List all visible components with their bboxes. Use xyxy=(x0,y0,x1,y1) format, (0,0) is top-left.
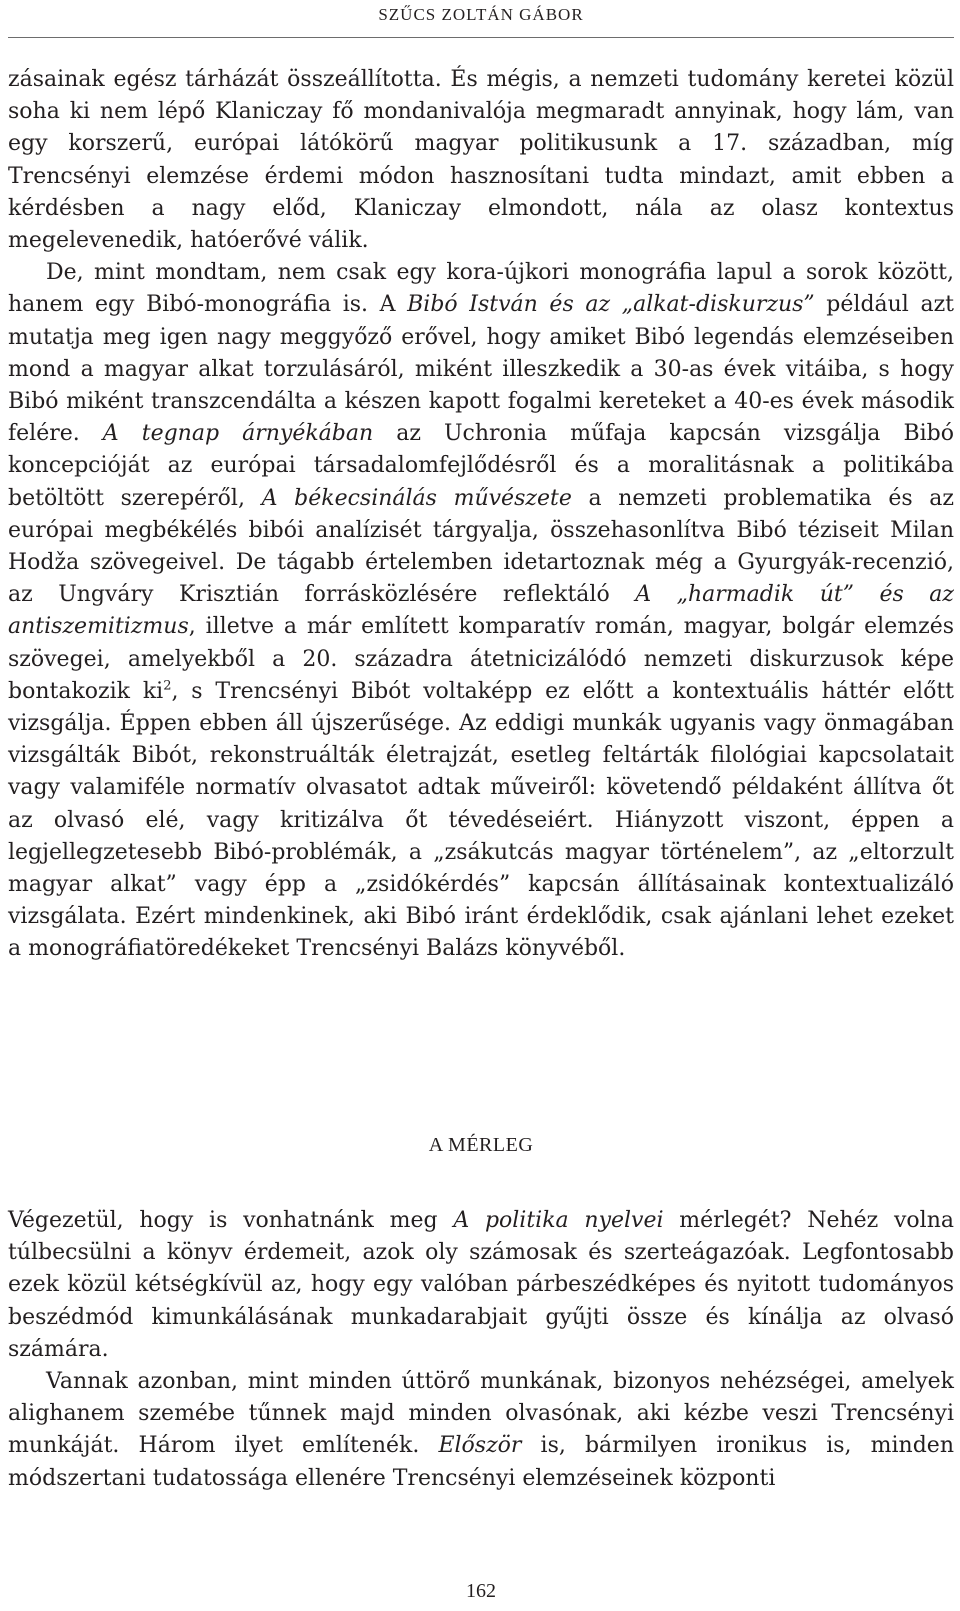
paragraph-3-text-1: Végezetül, hogy is vonhatnánk meg xyxy=(8,1208,454,1233)
paragraph-3-text-2: mérlegét? Nehéz volna túlbecsülni a könyv érdemeit, azok oly számosak és szerteágazóak. Legfontosabb ezek közül kétségkívül az, hogy egy valóban párbeszédképes és nyitott tudományos beszédmód kimunkálásának munkadarabjait gyűjti össze és kínálja az olvasó számára. xyxy=(8,1208,954,1362)
paragraph-2-text-2: például azt mutatja meg igen nagy meggyőző erővel, hogy amiket Bibó legendás elemzéseiben mond a magyar alkat torzulásáról, miként illeszkedik a 30-as évek vitáiba, s hogy Bibó miként transzcendálta a készen kapott fogalmi kereteket a 40-es évek második felére. xyxy=(8,292,955,447)
book-title: A politika nyelvei xyxy=(453,1208,664,1233)
paragraph-2-text-3: az Uchronia műfaja kapcsán vizsgálja Bibó koncepcióját az európai társadalomfejlődésről és a moralitásnak a politikába betöltött szerepéről, xyxy=(8,421,954,511)
text-block-section xyxy=(8,1205,954,1495)
paragraph-3 xyxy=(8,1205,954,1366)
running-header: SZŰCS ZOLTÁN GÁBOR xyxy=(378,5,584,24)
paragraph-2 xyxy=(8,257,954,965)
page xyxy=(8,0,954,1611)
paragraph-4-text-2: is, bármilyen ironikus is, minden módszertani tudatossága ellenére Trencsényi elemzéseinek központi xyxy=(8,1433,954,1491)
paragraph-1: zásainak egész tárházát összeállította. És mégis, a nemzeti tudomány keretei közül soha ki nem lépő Klaniczay fő mondanivalója megmaradt annyinak, hogy lám, van egy korszerű, európai látókörű magyar politikusunk a 17. században, míg Trencsényi elemzése érdemi módon hasznosítani tudta mindazt, amit ebben a kérdésben a nagy előd, Klaniczay elmondott, nála az olasz kontextus megelevenedik, hatóerővé válik. xyxy=(8,67,954,254)
paragraph-2-text-5: , illetve a már említett komparatív román, magyar, bolgár elemzés szövegei, amelyekből a 20. századra átetnicizálódó nemzeti diskurzusok képe bontakozik ki xyxy=(8,614,954,704)
paragraph-2-text-6: , s Trencsényi Bibót voltaképp ez előtt a kontextuális háttér előtt vizsgálja. Éppen ebben áll újszerűsége. Az eddigi munkák ugyanis vagy önmagában vizsgálták Bibót, rekonstruálták életrajzát, esetleg feltárták filológiai kapcsolatait vagy valamiféle normatív olvasatot adtak műveiről: követendő példaként állítva őt az olvasó elé, vagy kritizálva őt tévedéseiért. Hiányzott viszont, éppen a legjellegzetesebb Bibó-problémák, a „zsákutcás magyar történelem”, az „eltorzult magyar alkat” vagy épp a „zsidókérdés” kapcsán állításainak kontextualizáló vizsgálata. Ezért mindenkinek, aki Bibó iránt érdeklődik, csak ajánlani lehet ezeket a monográfiatöredékeket Trencsényi Balázs könyvéből. xyxy=(8,678,955,962)
book-chapter-title: A tegnap árnyékában xyxy=(102,421,374,447)
book-chapter-title: A békecsinálás művészete xyxy=(261,485,572,511)
paragraph-4-text-1: Vannak azonban, mint minden úttörő munkának, bizonyos nehézségei, amelyek alighanem szemébe tűnnek majd minden olvasónak, aki kézbe veszi Trencsényi munkáját. Három ilyet említenék. xyxy=(8,1369,954,1459)
book-chapter-title: Bibó István és az „alkat-diskurzus” xyxy=(407,292,815,318)
header-rule xyxy=(8,37,954,38)
book-chapter-title: A „harmadik út” és az antiszemitizmus xyxy=(8,582,955,640)
paragraph-2-text-4: a nemzeti problematika és az európai megbékélés bibói analízisét tárgyalja, összehasonlítva Bibó téziseit Milan Hodža szövegeivel. De tágabb értelemben idetartoznak még a Gyurgyák-recenzió, az Ungváry Krisztián forrásközlésére reflektáló xyxy=(8,485,954,608)
footnote-reference: 2 xyxy=(163,678,172,694)
paragraph-4 xyxy=(8,1366,954,1495)
page-number: 162 xyxy=(466,1580,496,1602)
emphasis: Először xyxy=(438,1433,522,1459)
paragraph-2-text-1: De, mint mondtam, nem csak egy kora-újkori monográfia lapul a sorok között, hanem egy Bibó-monográfia is. A xyxy=(8,260,954,318)
text-block-main xyxy=(8,64,954,966)
section-heading: A MÉRLEG xyxy=(428,1134,534,1156)
